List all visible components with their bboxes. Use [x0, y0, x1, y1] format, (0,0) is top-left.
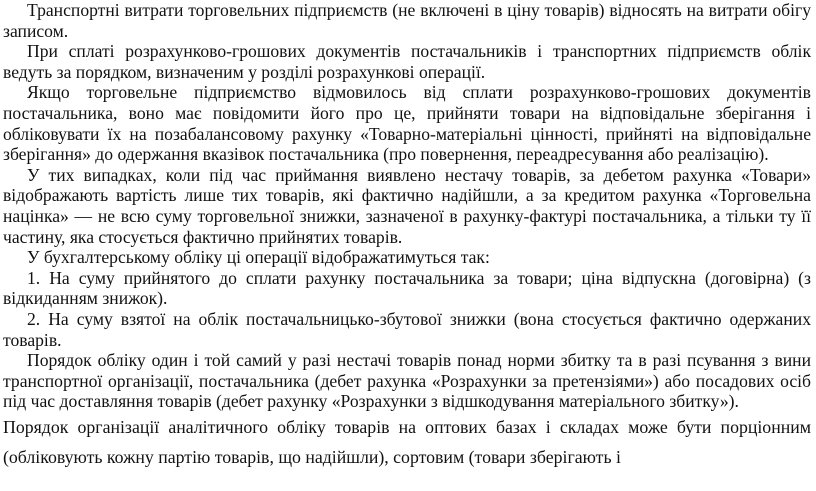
paragraph-transport-costs: Транспортні витрати торговельних підприємств (не включені в ціну товарів) відносять на витрати обігу записом. — [3, 0, 811, 41]
paragraph-payment-documents: При сплаті розрахунково-грошових документів постачальників і транспортних підприємств облік ведуть за порядком, визначеним у розділі розрахункові операції. — [3, 41, 811, 82]
paragraph-shortage: У тих випадках, коли під час приймання виявлено нестачу товарів, за дебетом рахунка «Товари» відображають вартість лише тих товарів, які фактично надійшли, а за кредитом рахунка «Торговельна націнка» — не всю суму торговельної знижки, зазначеної в рахунку-фактурі постачальника, а тільки ту її частину, яка стосується фактично прийнятих товарів. — [3, 164, 811, 247]
list-item-2: 2. На суму взятої на облік постачальницько-збутової знижки (вона стосується фактично одержаних товарів. — [3, 308, 811, 350]
list-item-1: 1. На суму прийнятого до сплати рахунку постачальника за товари; ціна відпускна (договірна) (з відкиданням знижок). — [3, 267, 811, 309]
paragraph-same-procedure: Порядок обліку один і той самий у разі нестачі товарів понад норми збитку та в разі псування з вини транспортної організації, постачальника (дебет рахунка «Розрахунки за претензіями») або посадових осіб під час доставляння товарів (дебет рахунку «Розрахунки з відшкодування матеріального збитку»). — [3, 350, 811, 412]
paragraph-accounting-intro: У бухгалтерському обліку ці операції відображатимуться так: — [27, 247, 490, 268]
paragraph-refusal-payment: Якщо торговельне підприємство відмовилось від сплати розрахунково-грошових документів постачальника, воно має повідомити його про це, прийняти товари на відповідальне зберігання і обліковувати їх на позабалансовому рахунку «Товарно-матеріальні цінності, прийняті на відповідальне зберігання» до одержання вказівок постачальника (про повернення, переадресування або реалізацію). — [3, 82, 811, 165]
paragraph-analytical-accounting: Порядок організації аналітичного обліку товарів на оптових базах і складах може бути порціонним (обліковують кожну партію товарів, що надійшли), сортовим (товари зберігають і — [3, 416, 811, 467]
